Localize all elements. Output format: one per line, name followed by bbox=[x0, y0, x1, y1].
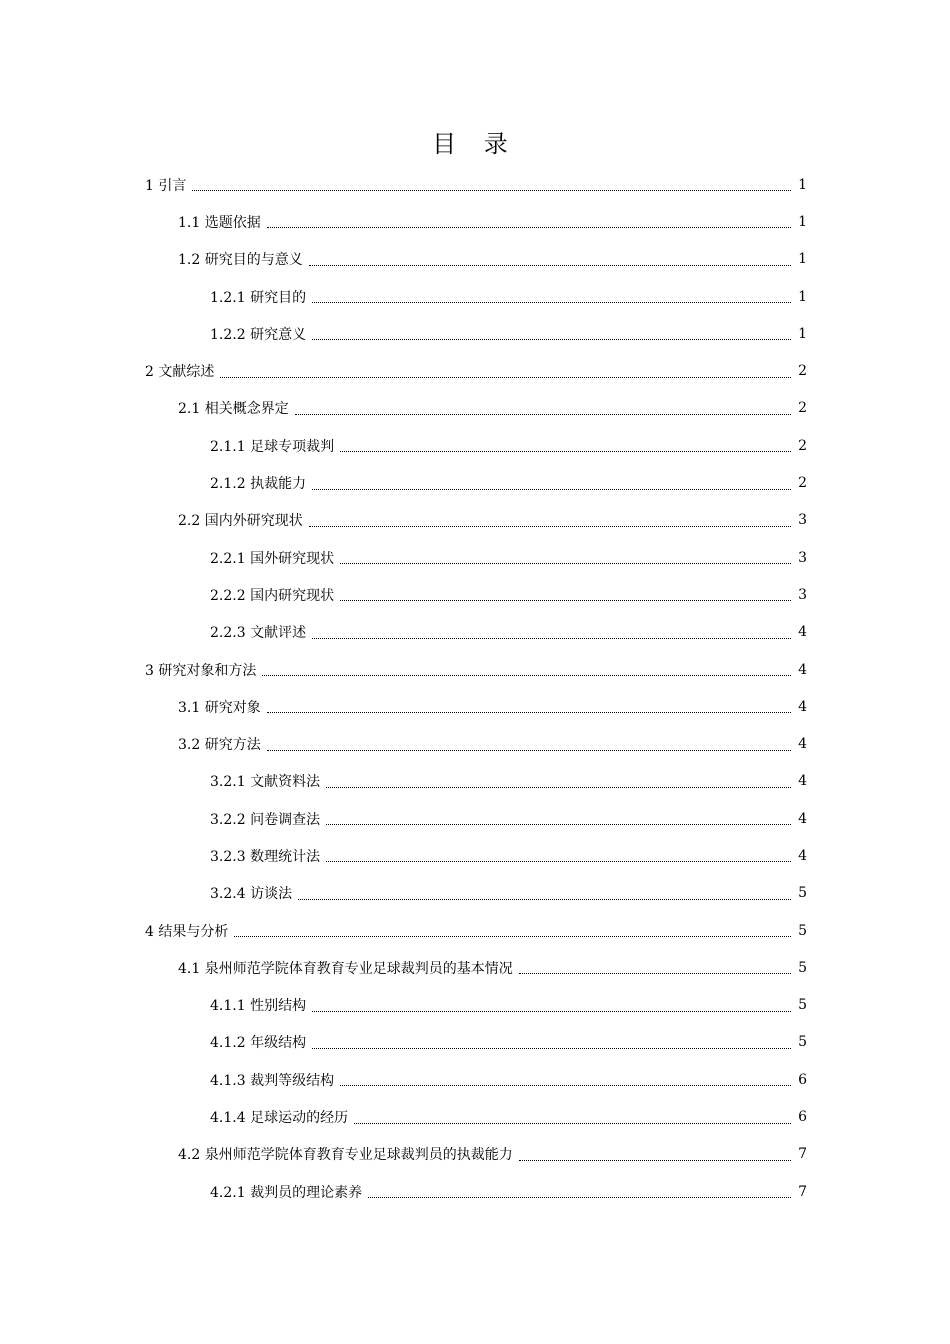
dot-leader bbox=[340, 563, 791, 564]
toc-entry-label: 1.1 选题依据 bbox=[178, 214, 261, 231]
dot-leader bbox=[298, 899, 791, 900]
toc-entry-page-number: 7 bbox=[798, 1183, 807, 1200]
toc-entry-label: 4 结果与分析 bbox=[145, 923, 229, 940]
toc-entry[interactable] bbox=[0, 763, 807, 800]
toc-entry-page-number: 5 bbox=[798, 1034, 807, 1051]
toc-entry-label: 4.1 泉州师范学院体育教育专业足球裁判员的基本情况 bbox=[178, 960, 513, 977]
table-of-contents bbox=[0, 166, 950, 1210]
toc-entry[interactable] bbox=[0, 166, 807, 203]
dot-leader bbox=[368, 1197, 791, 1198]
dot-leader bbox=[312, 638, 791, 639]
toc-entry-label: 2.2.2 国内研究现状 bbox=[210, 587, 335, 604]
toc-entry-page-number: 1 bbox=[798, 288, 807, 305]
dot-leader bbox=[340, 600, 791, 601]
toc-entry[interactable] bbox=[0, 800, 807, 837]
toc-entry-label: 2 文献综述 bbox=[145, 364, 215, 381]
toc-entry-label: 4.1.4 足球运动的经历 bbox=[210, 1110, 349, 1127]
toc-entry-label: 2.1 相关概念界定 bbox=[178, 401, 289, 418]
toc-entry-page-number: 5 bbox=[798, 922, 807, 939]
toc-entry-label: 3.2.4 访谈法 bbox=[210, 886, 293, 903]
toc-entry-page-number: 1 bbox=[798, 213, 807, 230]
dot-leader bbox=[326, 824, 791, 825]
toc-entry-label: 3.2 研究方法 bbox=[178, 737, 261, 754]
toc-entry[interactable] bbox=[0, 427, 807, 464]
toc-entry[interactable] bbox=[0, 241, 807, 278]
dot-leader bbox=[309, 265, 791, 266]
dot-leader bbox=[312, 489, 791, 490]
dot-leader bbox=[519, 973, 791, 974]
toc-entry[interactable] bbox=[0, 390, 807, 427]
dot-leader bbox=[312, 302, 791, 303]
toc-entry[interactable] bbox=[0, 1098, 807, 1135]
toc-entry[interactable] bbox=[0, 576, 807, 613]
toc-entry-label: 1.2.2 研究意义 bbox=[210, 326, 307, 343]
toc-entry-page-number: 6 bbox=[798, 1071, 807, 1088]
toc-entry-page-number: 4 bbox=[798, 661, 807, 678]
dot-leader bbox=[312, 1048, 791, 1049]
dot-leader bbox=[312, 1011, 791, 1012]
toc-entry-label: 2.2 国内外研究现状 bbox=[178, 513, 303, 530]
dot-leader bbox=[262, 675, 791, 676]
toc-entry-label: 1 引言 bbox=[145, 177, 187, 194]
toc-entry-page-number: 5 bbox=[798, 997, 807, 1014]
toc-entry-label: 2.2.1 国外研究现状 bbox=[210, 550, 335, 567]
toc-entry-label: 3.2.3 数理统计法 bbox=[210, 848, 321, 865]
toc-entry-label: 3.1 研究对象 bbox=[178, 699, 261, 716]
dot-leader bbox=[267, 227, 791, 228]
toc-entry-label: 4.1.3 裁判等级结构 bbox=[210, 1072, 335, 1089]
toc-entry[interactable] bbox=[0, 1136, 807, 1173]
toc-entry[interactable] bbox=[0, 278, 807, 315]
toc-entry[interactable] bbox=[0, 688, 807, 725]
toc-entry-label: 2.1.1 足球专项裁判 bbox=[210, 438, 335, 455]
toc-entry[interactable] bbox=[0, 502, 807, 539]
toc-entry[interactable] bbox=[0, 352, 807, 389]
toc-entry-page-number: 2 bbox=[798, 363, 807, 380]
dot-leader bbox=[354, 1123, 791, 1124]
toc-entry[interactable] bbox=[0, 1024, 807, 1061]
toc-title: 目 录 bbox=[432, 130, 518, 158]
toc-entry-page-number: 6 bbox=[798, 1109, 807, 1126]
toc-entry-page-number: 1 bbox=[798, 176, 807, 193]
toc-entry-page-number: 3 bbox=[798, 586, 807, 603]
toc-entry-label: 2.2.3 文献评述 bbox=[210, 625, 307, 642]
dot-leader bbox=[267, 712, 791, 713]
toc-entry-page-number: 4 bbox=[798, 810, 807, 827]
dot-leader bbox=[220, 377, 791, 378]
dot-leader bbox=[309, 526, 791, 527]
toc-entry[interactable] bbox=[0, 875, 807, 912]
dot-leader bbox=[326, 787, 791, 788]
dot-leader bbox=[340, 1085, 791, 1086]
toc-entry[interactable] bbox=[0, 315, 807, 352]
toc-entry-page-number: 1 bbox=[798, 251, 807, 268]
toc-entry-page-number: 4 bbox=[798, 773, 807, 790]
dot-leader bbox=[295, 414, 791, 415]
toc-entry-label: 3.2.1 文献资料法 bbox=[210, 774, 321, 791]
dot-leader bbox=[192, 190, 791, 191]
toc-entry-page-number: 2 bbox=[798, 400, 807, 417]
toc-entry-page-number: 2 bbox=[798, 437, 807, 454]
toc-entry-page-number: 4 bbox=[798, 847, 807, 864]
toc-entry[interactable] bbox=[0, 464, 807, 501]
toc-entry[interactable] bbox=[0, 539, 807, 576]
toc-entry-page-number: 4 bbox=[798, 698, 807, 715]
toc-entry-label: 4.1.2 年级结构 bbox=[210, 1035, 307, 1052]
toc-entry-page-number: 4 bbox=[798, 736, 807, 753]
toc-entry-page-number: 7 bbox=[798, 1146, 807, 1163]
toc-entry[interactable] bbox=[0, 1173, 807, 1210]
toc-entry-page-number: 2 bbox=[798, 475, 807, 492]
toc-entry[interactable] bbox=[0, 912, 807, 949]
dot-leader bbox=[312, 339, 791, 340]
toc-entry[interactable] bbox=[0, 837, 807, 874]
toc-entry-label: 4.1.1 性别结构 bbox=[210, 998, 307, 1015]
toc-entry-label: 4.2.1 裁判员的理论素养 bbox=[210, 1184, 363, 1201]
dot-leader bbox=[326, 861, 791, 862]
toc-entry[interactable] bbox=[0, 987, 807, 1024]
toc-entry[interactable] bbox=[0, 725, 807, 762]
dot-leader bbox=[267, 750, 791, 751]
toc-entry[interactable] bbox=[0, 1061, 807, 1098]
toc-entry-label: 3.2.2 问卷调查法 bbox=[210, 811, 321, 828]
toc-entry-page-number: 3 bbox=[798, 512, 807, 529]
toc-entry-page-number: 4 bbox=[798, 624, 807, 641]
toc-entry-label: 1.2 研究目的与意义 bbox=[178, 252, 303, 269]
dot-leader bbox=[519, 1160, 791, 1161]
dot-leader bbox=[234, 936, 791, 937]
dot-leader bbox=[340, 451, 791, 452]
toc-entry-label: 3 研究对象和方法 bbox=[145, 662, 257, 679]
toc-entry[interactable] bbox=[0, 614, 807, 651]
toc-entry-label: 4.2 泉州师范学院体育教育专业足球裁判员的执裁能力 bbox=[178, 1147, 513, 1164]
toc-entry-page-number: 5 bbox=[798, 885, 807, 902]
toc-entry[interactable] bbox=[0, 203, 807, 240]
toc-entry-page-number: 5 bbox=[798, 959, 807, 976]
toc-entry[interactable] bbox=[0, 651, 807, 688]
toc-entry-page-number: 1 bbox=[798, 325, 807, 342]
toc-entry-label: 1.2.1 研究目的 bbox=[210, 289, 307, 306]
toc-entry-page-number: 3 bbox=[798, 549, 807, 566]
toc-entry[interactable] bbox=[0, 949, 807, 986]
toc-entry-label: 2.1.2 执裁能力 bbox=[210, 476, 307, 493]
